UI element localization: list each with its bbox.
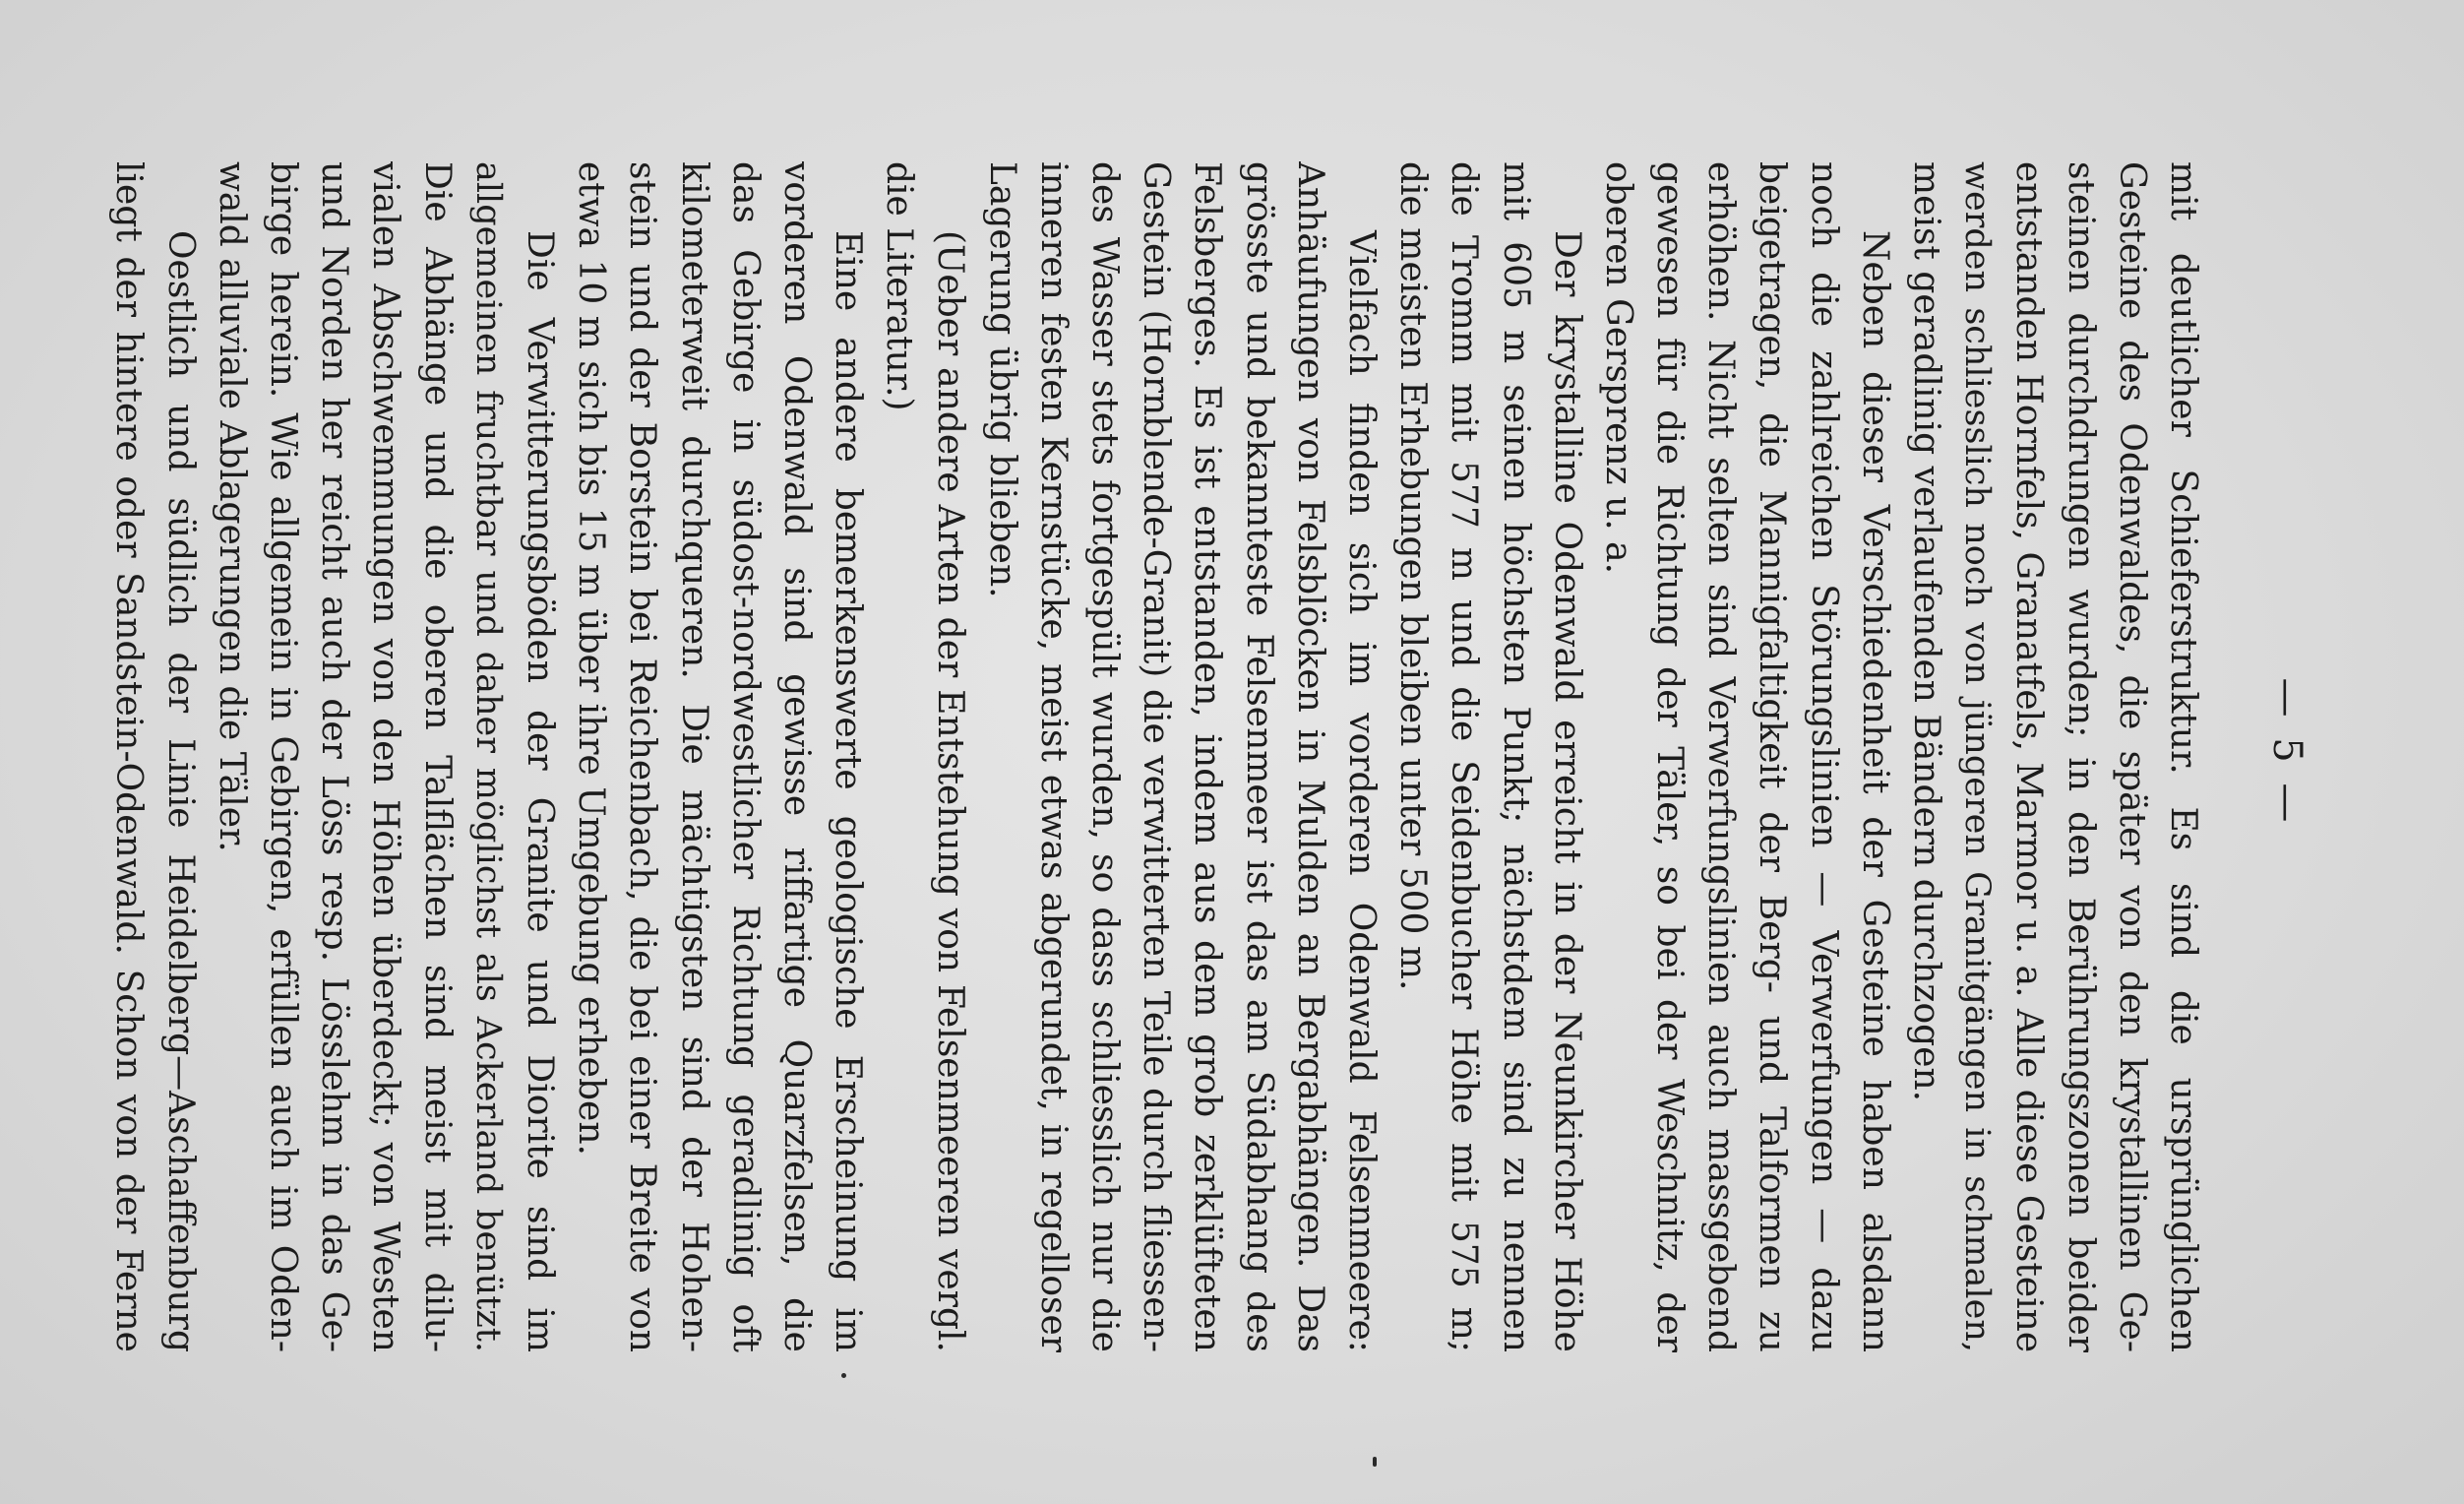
text-line: meist geradlinig verlaufenden Bändern durchzogen. bbox=[1906, 161, 1947, 1102]
text-line: steinen durchdrungen wurden; in den Berührungszonen beider bbox=[2060, 161, 2101, 1352]
rotated-text-block bbox=[108, 132, 2314, 1372]
text-line: liegt der hintere oder Sandstein-Odenwald. Schon von der Ferne bbox=[108, 161, 150, 1352]
text-line: werden schliesslich noch von jüngeren Granitgängen in schmalen, bbox=[1957, 161, 1998, 1352]
text-line: die meisten Erhebungen bleiben unter 500 m. bbox=[1392, 161, 1434, 991]
text-line: wald alluviale Ablagerungen die Täler. bbox=[211, 161, 252, 852]
text-line: Neben dieser Verschiedenheit der Gesteine haben alsdann bbox=[1854, 230, 1895, 1352]
text-line: allgemeinen fruchtbar und daher möglichst als Ackerland benützt. bbox=[467, 161, 508, 1352]
text-line: etwa 10 m sich bis 15 m über ihre Umgebung erheben. bbox=[571, 161, 612, 1156]
body-text bbox=[102, 161, 2208, 1352]
text-line: Gesteine des Odenwaldes, die später von den krystallinen Ge- bbox=[2111, 161, 2152, 1352]
text-line: und Norden her reicht auch der Löss resp. Lösslehm in das Ge- bbox=[314, 161, 355, 1352]
text-line: grösste und bekannteste Felsenmeer ist das am Südabhang des bbox=[1238, 161, 1279, 1352]
text-line: Lagerung übrig blieben. bbox=[981, 161, 1022, 598]
text-line: gewesen für die Richtung der Täler, so bei der Weschnitz, der bbox=[1649, 161, 1691, 1352]
text-line: oberen Gersprenz u. a. bbox=[1597, 161, 1638, 575]
text-line: Der krystalline Odenwald erreicht in der Neunkircher Höhe bbox=[1546, 230, 1587, 1352]
text-line: mit deutlicher Schieferstruktur. Es sind die ursprünglichen bbox=[2163, 161, 2203, 1352]
text-line: Eine andere bemerkenswerte geologische Erscheinung im bbox=[828, 230, 869, 1352]
text-line: Oestlich und südlich der Linie Heidelberg—Aschaffenburg bbox=[159, 230, 201, 1352]
text-line: die Tromm mit 577 m und die Seidenbucher Höhe mit 575 m; bbox=[1444, 161, 1485, 1352]
text-line: Die Abhänge und die oberen Talflächen sind meist mit dilu- bbox=[416, 161, 458, 1352]
text-line: das Gebirge in südost-nordwestlicher Richtung geradlinig oft bbox=[724, 161, 766, 1352]
text-line: beigetragen, die Mannigfaltigkeit der Berg- und Talformen zu bbox=[1752, 161, 1793, 1352]
print-speck bbox=[841, 1373, 846, 1378]
text-line: vialen Abschwemmungen von den Höhen überdeckt; von Westen bbox=[365, 161, 406, 1352]
text-line: erhöhen. Nicht selten sind Verwerfungslinien auch massgebend bbox=[1700, 161, 1742, 1352]
text-line: die Literatur.) bbox=[879, 161, 920, 411]
page-number: — 5 — bbox=[2264, 677, 2310, 827]
text-line: des Wasser stets fortgespült wurden, so dass schliesslich nur die bbox=[1084, 161, 1126, 1352]
text-line: entstanden Hornfels, Granatfels, Marmor u. a. Alle diese Gesteine bbox=[2008, 161, 2050, 1352]
text-line: Gestein (Hornblende-Granit) die verwitterten Teile durch fliessen- bbox=[1136, 161, 1177, 1352]
text-line: stein und der Borstein bei Reichenbach, die bei einer Breite von bbox=[622, 161, 663, 1352]
text-line: noch die zahlreichen Störungslinien — Verwerfungen — dazu bbox=[1803, 161, 1844, 1352]
print-speck bbox=[1373, 1457, 1377, 1467]
text-line: inneren festen Kernstücke, meist etwas abgerundet, in regelloser bbox=[1032, 161, 1074, 1352]
text-line: kilometerweit durchqueren. Die mächtigsten sind der Hohen- bbox=[673, 161, 714, 1352]
text-line: (Ueber andere Arten der Entstehung von Felsenmeeren vergl. bbox=[930, 230, 971, 1352]
text-line: Die Verwitterungsböden der Granite und Diorite sind im bbox=[520, 230, 560, 1352]
text-line: vorderen Odenwald sind gewisse riffartige Quarzfelsen, die bbox=[775, 161, 817, 1352]
text-line: Vielfach finden sich im vorderen Odenwald Felsenmeere: bbox=[1341, 230, 1382, 1352]
text-line: Anhäufungen von Felsblöcken in Mulden an Bergabhängen. Das bbox=[1289, 161, 1330, 1352]
text-line: Felsberges. Es ist entstanden, indem aus dem grob zerklüfteten bbox=[1187, 161, 1228, 1352]
text-line: mit 605 m seinen höchsten Punkt; nächstdem sind zu nennen bbox=[1495, 161, 1536, 1352]
text-line: birge herein. Wie allgemein in Gebirgen, erfüllen auch im Oden- bbox=[263, 161, 304, 1352]
